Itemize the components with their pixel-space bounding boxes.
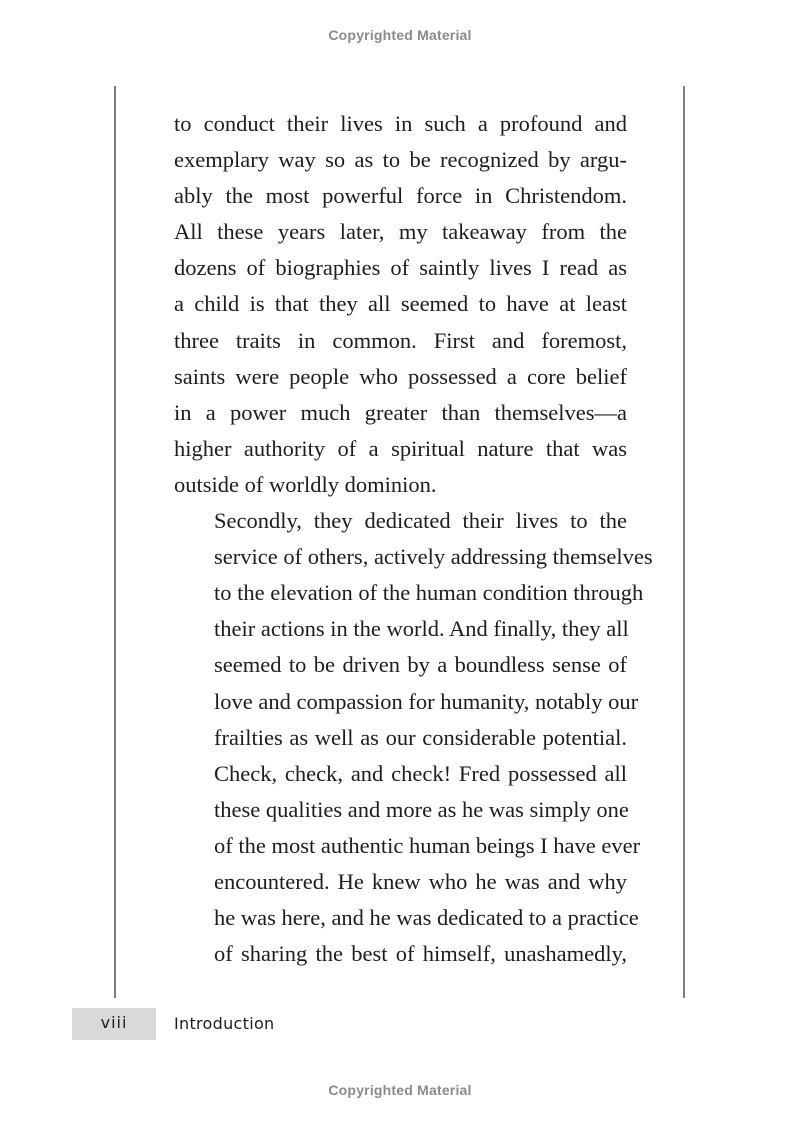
page-number: viii xyxy=(100,1013,128,1032)
text-line: exemplary way so as to be recognized by argu- xyxy=(174,147,627,173)
text-line: love and compassion for humanity, notably our xyxy=(214,688,639,714)
text-line: of the most authentic human beings I have ever xyxy=(214,832,641,858)
text-line: these qualities and more as he was simply one xyxy=(214,796,629,822)
text-line: seemed to be driven by a boundless sense of xyxy=(214,652,627,678)
text-line: a child is that they all seemed to have at least xyxy=(174,291,627,317)
text-line: encountered. He knew who he was and why xyxy=(214,868,627,894)
text-line: their actions in the world. And finally, they all xyxy=(214,616,629,642)
text-line: service of others, actively addressing themselves xyxy=(214,544,653,570)
text-line: saints were people who possessed a core belief xyxy=(174,363,627,389)
text-line: outside of worldly dominion. xyxy=(174,471,437,497)
running-head: Introduction xyxy=(174,1014,275,1033)
text-line: frailties as well as our considerable potential. xyxy=(214,724,627,750)
text-line: he was here, and he was dedicated to a practice xyxy=(214,905,639,931)
text-line: ably the most powerful force in Christendom. xyxy=(174,183,627,209)
paragraph-2 xyxy=(174,503,653,972)
text-line: Check, check, and check! Fred possessed all xyxy=(214,760,627,786)
text-line: of sharing the best of himself, unashamedly, xyxy=(214,941,627,967)
text-line: to conduct their lives in such a profound and xyxy=(174,111,627,136)
text-line: higher authority of a spiritual nature that was xyxy=(174,435,627,461)
right-margin-rule xyxy=(683,86,685,998)
text-line: Secondly, they dedicated their lives to the xyxy=(214,508,627,534)
text-line: in a power much greater than themselves—a xyxy=(174,399,627,425)
body-text xyxy=(174,106,653,972)
text-line: All these years later, my takeaway from the xyxy=(174,219,627,245)
copyright-watermark-top: Copyrighted Material xyxy=(328,27,472,43)
text-line: three traits in common. First and foremost, xyxy=(174,327,627,353)
text-line: dozens of biographies of saintly lives I read as xyxy=(174,255,627,281)
left-margin-rule xyxy=(114,86,116,998)
copyright-watermark-bottom: Copyrighted Material xyxy=(328,1082,472,1098)
text-line: to the elevation of the human condition through xyxy=(214,580,644,606)
paragraph-1 xyxy=(174,106,627,503)
